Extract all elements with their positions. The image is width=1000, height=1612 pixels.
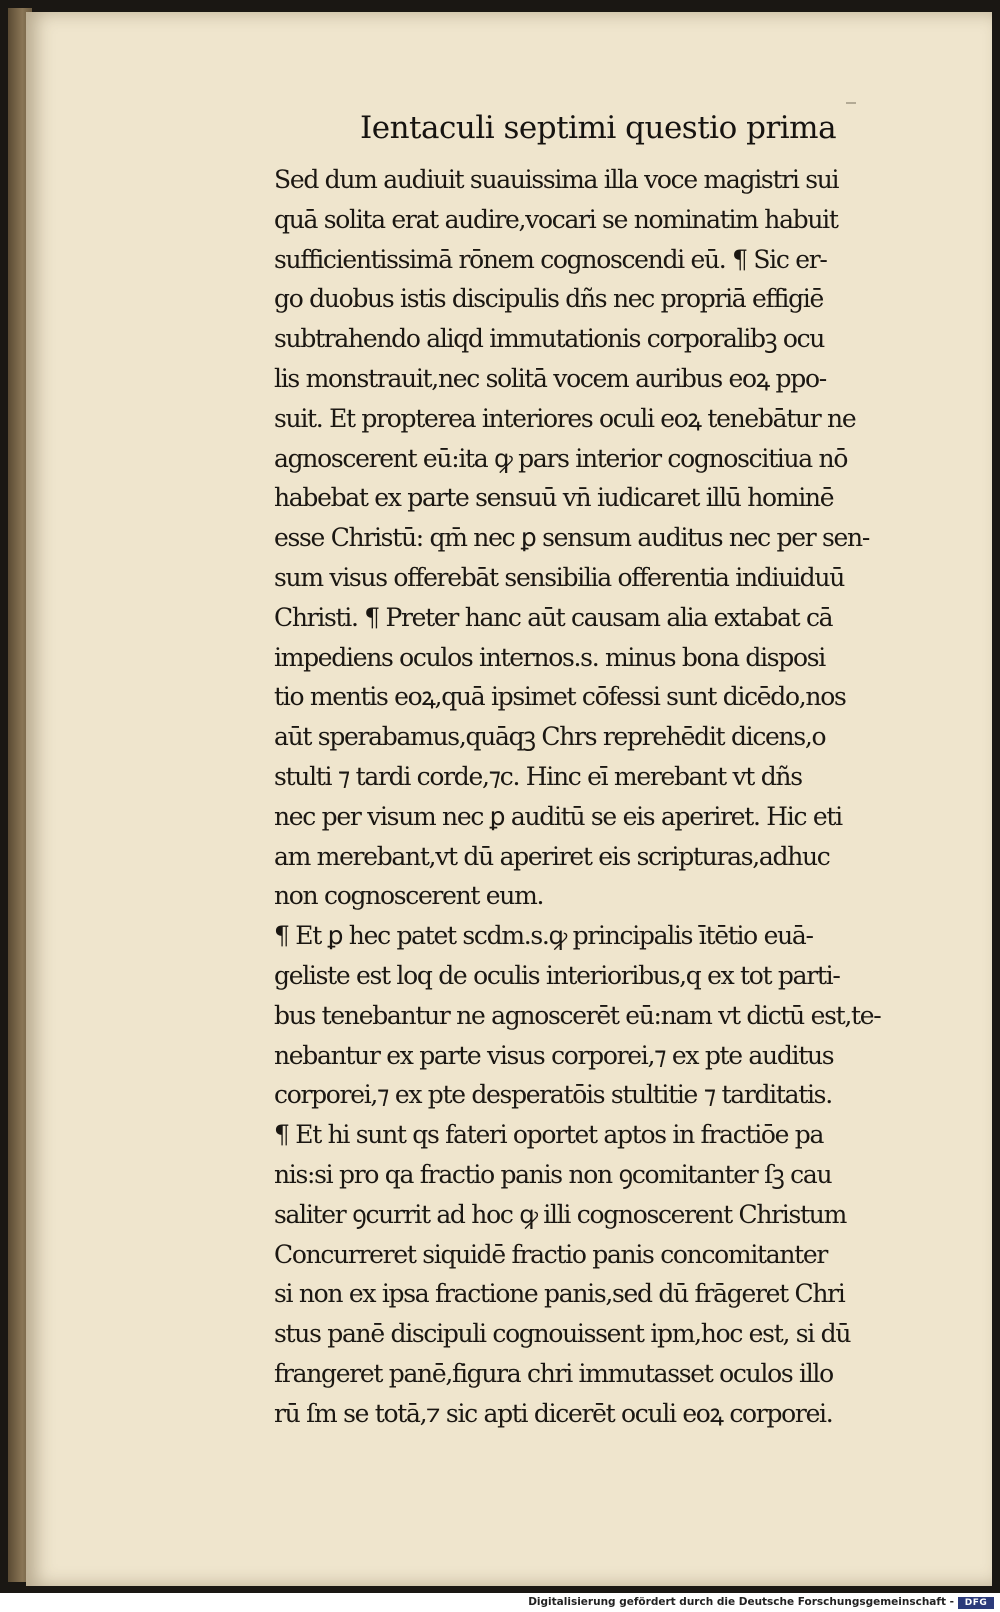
text-line: nebantur ex parte visus corporei,⁊ ex pte auditus (274, 1040, 834, 1070)
text-line: nec per visum nec ꝑ auditū se eis aperiret. Hic eti (274, 801, 842, 831)
text-line: frangeret panē,figura chri immutasset oculos illo (274, 1358, 833, 1388)
text-block (274, 160, 994, 1434)
text-line: bus tenebantur ne agnoscerēt eū:nam vt dictū est,te- (274, 1000, 881, 1030)
text-line: tio mentis eoꝝ,quā ipsimet cōfessi sunt dicēdo,nos (274, 682, 846, 712)
text-line: impediens oculos internos.s. minus bona disposi (274, 642, 825, 672)
text-line: Christi. ¶ Preter hanc aūt causam alia extabat cā (274, 602, 833, 632)
text-line: geliste est loq de oculis interioribus,q ex tot parti- (274, 960, 840, 990)
text-line: si non ex ipsa fractione panis,sed dū frāgeret Chri (274, 1279, 845, 1309)
text-line: go duobus istis discipulis dñs nec propriā effigiē (274, 284, 824, 314)
text-line: saliter ꝯcurrit ad hoc ꝙ illi cognoscerent Christum (274, 1199, 846, 1229)
text-line: sufficientissimā rōnem cognoscendi eū. ¶ Sic er- (274, 244, 827, 274)
text-line: subtrahendo aliqd immutationis corporalibꝫ ocu (274, 324, 825, 354)
text-line: ¶ Et ꝑ hec patet scdm.s.ꝙ principalis ītētio euā- (274, 921, 813, 951)
text-line: quā solita erat audire,vocari se nominatim habuit (274, 204, 838, 234)
text-line: non cognoscerent eum. (274, 881, 544, 911)
text-line: stulti ⁊ tardi corde,⁊c. Hinc eī merebant vt dñs (274, 761, 802, 791)
text-line: aūt sperabamus,quāqꝫ Chrs reprehēdit dicens,o (274, 722, 826, 752)
page-heading: Ientaculi septimi questio prima (360, 110, 837, 146)
text-line: agnoscerent eū:ita ꝙ pars interior cognoscitiua nō (274, 443, 848, 473)
digitization-credit: Digitalisierung gefördert durch die Deutsche Forschungsgemeinschaft - (528, 1596, 954, 1608)
text-line: sum visus offerebāt sensibilia offerentia indiuiduū (274, 562, 844, 592)
text-line: lis monstrauit,nec solitā vocem auribus eoꝝ ppo- (274, 363, 826, 393)
text-line: Sed dum audiuit suauissima illa voce magistri sui (274, 165, 839, 194)
text-line: habebat ex parte sensuū vn̄ iudicaret illū hominē (274, 483, 834, 513)
text-line: Concurreret siquidē fractio panis concomitanter (274, 1239, 828, 1269)
text-line: nis:si pro qa fractio panis non ꝯcomitanter ſꝫ cau (274, 1159, 832, 1189)
text-line: stus panē discipuli cognouissent ipm,hoc est, si dū (274, 1319, 851, 1349)
text-line: corporei,⁊ ex pte desperatōis stultitie ⁊ tarditatis. (274, 1080, 832, 1110)
book-page (26, 12, 992, 1586)
text-line: am merebant,vt dū aperiret eis scripturas,adhuc (274, 841, 830, 871)
text-line: suit. Et propterea interiores oculi eoꝝ tenebātur ne (274, 403, 856, 433)
page-mark (846, 102, 856, 110)
dfg-logo: DFG (958, 1597, 994, 1609)
text-line: rū ſm se totā,⁊ sic apti dicerēt oculi eoꝝ corporei. (274, 1398, 833, 1428)
text-line: ¶ Et hi sunt qs fateri oportet aptos in fractiōe pa (274, 1120, 824, 1150)
text-line: esse Christū: qm̄ nec ꝑ sensum auditus nec per sen- (274, 523, 869, 553)
